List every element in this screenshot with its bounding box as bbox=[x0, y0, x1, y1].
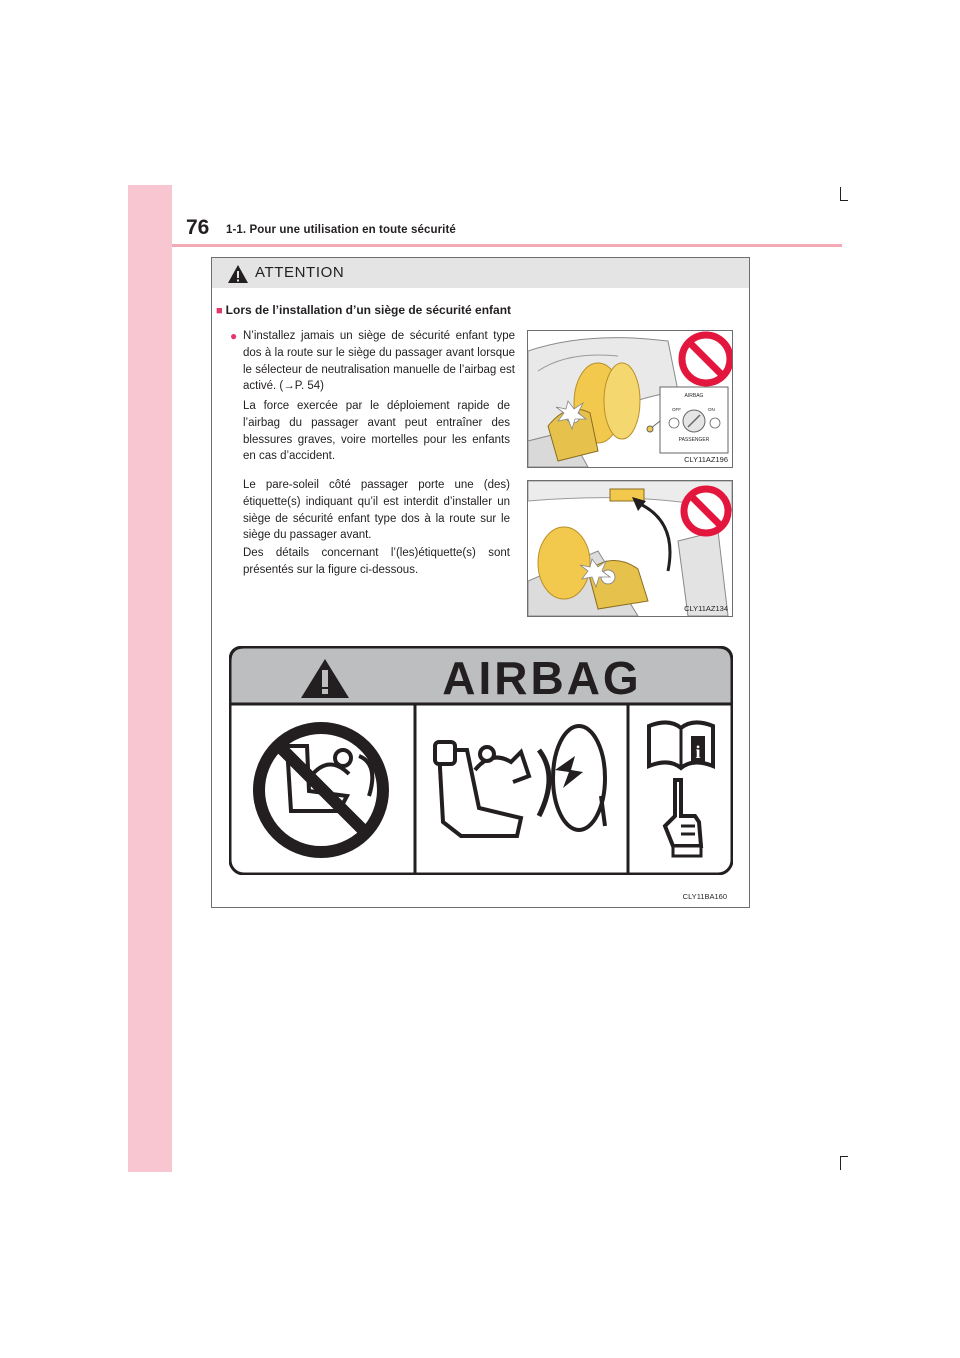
header-rule bbox=[172, 244, 842, 247]
label-title: AIRBAG bbox=[442, 652, 642, 704]
page-number: 76 bbox=[186, 216, 210, 239]
svg-text:i: i bbox=[695, 742, 701, 762]
book-info-icon bbox=[649, 722, 713, 768]
caution-label: ATTENTION bbox=[255, 264, 345, 281]
caution-subheading-text: Lors de l’installation d’un siège de sécurité enfant bbox=[225, 303, 512, 317]
crop-mark-bottom bbox=[840, 1156, 841, 1170]
switch-airbag-label: AIRBAG bbox=[684, 393, 704, 399]
square-bullet-icon: ■ bbox=[216, 305, 223, 317]
paragraph-details: Des détails concernant l’(les)étiquette(s) sont présentés sur la figure ci-dessous. bbox=[243, 547, 510, 576]
bullet-icon: ● bbox=[230, 329, 238, 343]
airbag-label-graphic bbox=[229, 646, 733, 875]
crop-mark-top-foot bbox=[840, 200, 848, 201]
sun-visor-illustration bbox=[528, 481, 732, 616]
page-side-band bbox=[128, 185, 172, 1172]
figure-code: CLY11AZ134 bbox=[684, 604, 728, 613]
figure-sun-visor bbox=[527, 480, 733, 617]
airbag-switch-illustration bbox=[528, 331, 732, 467]
paragraph-sunvisor: Le pare-soleil côté passager porte une (des) étiquette(s) indiquant qu’il est interdit d’installer un siège de sécurité enfant type dos à la route sur le siège du passager avant. bbox=[243, 479, 510, 542]
caution-header bbox=[212, 258, 749, 288]
prohibition-icon bbox=[684, 489, 728, 533]
prohibition-icon bbox=[682, 335, 730, 383]
paragraph-force: La force exercée par le déploiement rapide de l’airbag du passager avant peut entraîner des blessures graves, voire mortelles pour les enfants en cas d’accident. bbox=[243, 400, 510, 463]
figure-code: CLY11AZ196 bbox=[684, 455, 728, 464]
paragraph-warning: N’installez jamais un siège de sécurité enfant type dos à la route sur le siège du passager avant lorsque le sélecteur de neutralisation manuelle de l’airbag est activé. (→P. 54) bbox=[243, 330, 515, 393]
label-figure-code: CLY11BA160 bbox=[682, 892, 727, 901]
crop-mark-bottom-foot bbox=[840, 1156, 848, 1157]
crop-mark-top bbox=[840, 187, 841, 201]
switch-off-label: OFF bbox=[672, 407, 681, 412]
section-title: 1-1. Pour une utilisation en toute sécurité bbox=[226, 224, 456, 236]
caution-subheading bbox=[216, 303, 511, 317]
airbag-warning-label bbox=[229, 646, 733, 875]
switch-on-label: ON bbox=[708, 407, 715, 412]
caution-box bbox=[211, 257, 750, 908]
figure-airbag-switch bbox=[527, 330, 733, 468]
warning-triangle-icon bbox=[227, 264, 249, 284]
switch-passenger-label: PASSENGER bbox=[678, 437, 710, 443]
